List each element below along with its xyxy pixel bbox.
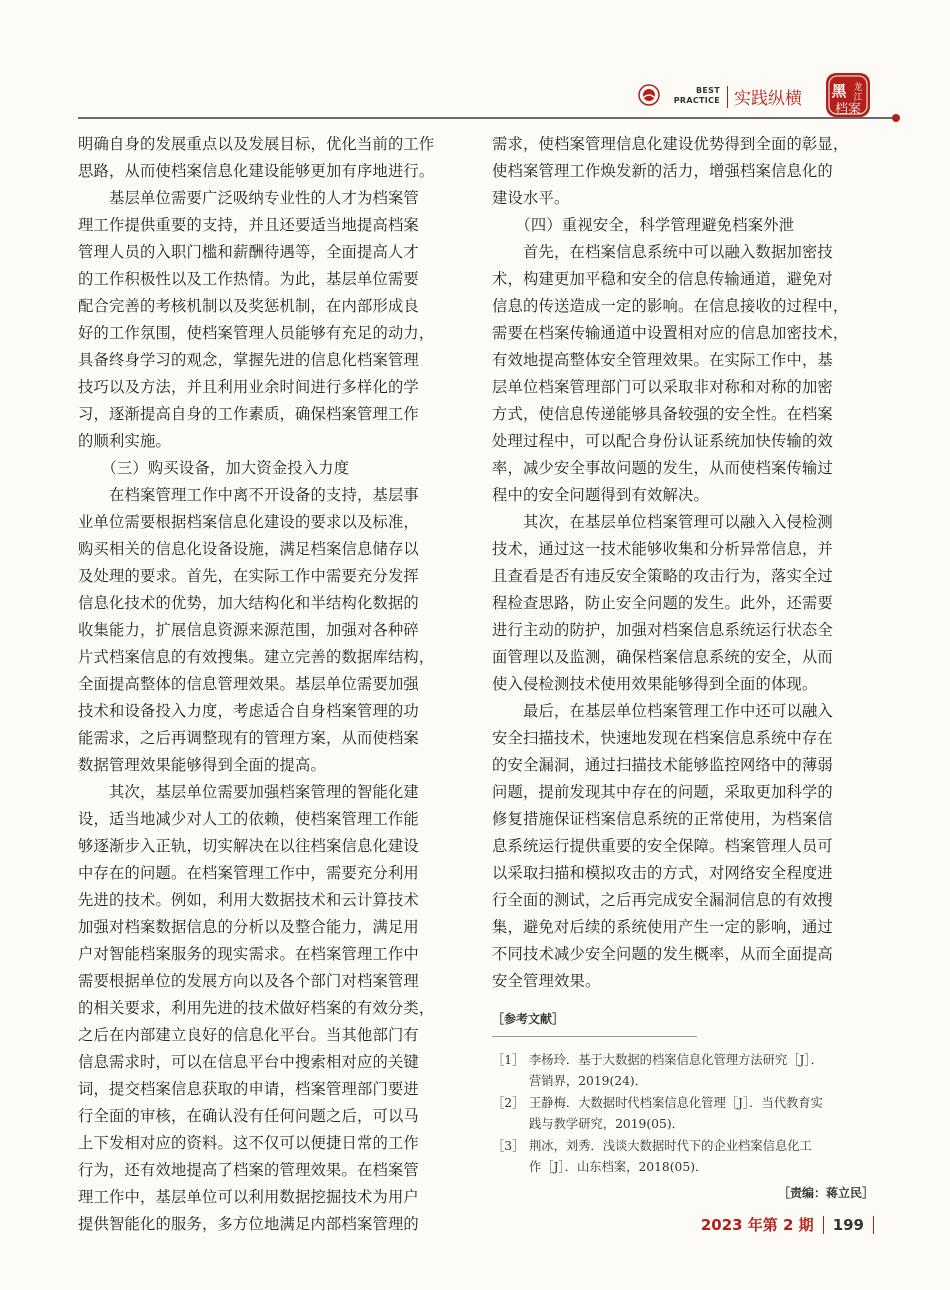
text-line: 使档案管理工作焕发新的活力，增强档案信息化的 xyxy=(492,162,833,180)
text-line: 词，提交档案信息获取的申请，档案管理部门要进 xyxy=(78,1080,419,1098)
reference-text xyxy=(529,1050,882,1091)
text-line: 信息需求时，可以在信息平台中搜索相对应的关键 xyxy=(78,1053,419,1071)
text-line: 及处理的要求。首先，在实际工作中需要充分发挥 xyxy=(78,567,419,585)
text-line: 够逐渐步入正轨，切实解决在以往档案信息化建设 xyxy=(78,837,419,855)
editor-credit: ［责编：蒋立民］ xyxy=(777,1186,874,1200)
text-line: 习，逐渐提高自身的工作素质，确保档案管理工作 xyxy=(78,405,419,423)
text-line: 安全扫描技术，快速地发现在档案信息系统中存在 xyxy=(492,729,833,747)
text-line: 技巧以及方法，并且利用业余时间进行多样化的学 xyxy=(78,378,419,396)
text-line: 层单位档案管理部门可以采取非对称和对称的加密 xyxy=(492,378,833,396)
text-line: 提供智能化的服务，多方位地满足内部档案管理的 xyxy=(78,1215,419,1233)
text-line: 购买相关的信息化设备设施，满足档案信息储存以 xyxy=(78,540,419,558)
journal-emblem-icon xyxy=(638,84,660,106)
text-line: 全面提高整体的信息管理效果。基层单位需要加强 xyxy=(78,675,419,693)
reference-number: ［2］ xyxy=(492,1096,525,1110)
footer-separator xyxy=(823,1216,824,1234)
text-line: 需要根据单位的发展方向以及各个部门对档案管理 xyxy=(78,972,419,990)
issue-label: 2023 年第 2 期 xyxy=(700,1216,814,1234)
text-line: 最后，在基层单位档案管理工作中还可以融入 xyxy=(492,702,833,720)
references-title: ［参考文献］ xyxy=(492,1012,565,1026)
text-line: 的顺利实施。 xyxy=(78,432,171,450)
text-line: 程检查思路，防止安全问题的发生。此外，还需要 xyxy=(492,594,833,612)
text-line: 息系统运行提供重要的安全保障。档案管理人员可 xyxy=(492,837,833,855)
text-line: 需求，使档案管理信息化建设优势得到全面的彰显， xyxy=(492,135,849,153)
text-line: 方式，使信息传递能够具备较强的安全性。在档案 xyxy=(492,405,833,423)
reference-line: 李杨玲．基于大数据的档案信息化管理方法研究［J］． xyxy=(529,1053,823,1067)
text-line: 管理人员的入职门槛和薪酬待遇等，全面提高人才 xyxy=(78,243,419,261)
text-line: 数据管理效果能够得到全面的提高。 xyxy=(78,756,326,774)
reference-text xyxy=(529,1136,882,1177)
page-footer xyxy=(701,1214,874,1235)
reference-number: ［3］ xyxy=(492,1139,525,1153)
text-line: 加强对档案数据信息的分析以及整合能力，满足用 xyxy=(78,918,419,936)
text-line: 不同技术减少安全问题的发生概率，从而全面提高 xyxy=(492,945,833,963)
svg-text:黑: 黑 xyxy=(831,82,847,100)
text-line: 设，适当地减少对人工的依赖，使档案管理工作能 xyxy=(78,810,419,828)
references-rule xyxy=(492,1036,697,1037)
text-line: 首先，在档案信息系统中可以融入数据加密技 xyxy=(492,243,833,261)
reference-line: 营销界，2019(24)． xyxy=(529,1073,648,1088)
header-rule xyxy=(78,117,896,119)
text-line: 具备终身学习的观念，掌握先进的信息化档案管理 xyxy=(78,351,419,369)
header-practice: PRACTICE xyxy=(673,96,720,105)
text-line: （四）重视安全，科学管理避免档案外泄 xyxy=(492,216,795,234)
header-tagline xyxy=(664,86,720,106)
text-line: 使入侵检测技术使用效果能够得到全面的体现。 xyxy=(492,675,818,693)
text-line: 好的工作氛围，使档案管理人员能够有充足的动力， xyxy=(78,324,435,342)
reference-item xyxy=(492,1093,882,1134)
text-line: 的安全漏洞，通过扫描技术能够监控网络中的薄弱 xyxy=(492,756,833,774)
column-name: 实践纵横 xyxy=(734,89,802,109)
text-line: 配合完善的考核机制以及奖惩机制，在内部形成良 xyxy=(78,297,419,315)
journal-seal-logo xyxy=(825,72,871,118)
text-line: 之后在内部建立良好的信息化平台。当其他部门有 xyxy=(78,1026,419,1044)
reference-line: 作［J］．山东档案，2018(05)． xyxy=(529,1159,708,1174)
svg-text:江: 江 xyxy=(853,93,863,103)
text-line: 上下发相对应的资料。这不仅可以便捷日常的工作 xyxy=(78,1134,419,1152)
right-column xyxy=(492,131,878,995)
svg-text:档案: 档案 xyxy=(834,102,862,117)
text-line: 处理过程中，可以配合身份认证系统加快传输的效 xyxy=(492,432,833,450)
text-line: 其次，基层单位需要加强档案管理的智能化建 xyxy=(78,783,419,801)
text-line: 面管理以及监测，确保档案信息系统的安全，从而 xyxy=(492,648,833,666)
header-best: BEST xyxy=(696,86,720,95)
text-line: 行为，还有效地提高了档案的管理效果。在档案管 xyxy=(78,1161,419,1179)
text-line: 集，避免对后续的系统使用产生一定的影响，通过 xyxy=(492,918,833,936)
text-line: 先进的技术。例如，利用大数据技术和云计算技术 xyxy=(78,891,419,909)
text-line: 在档案管理工作中离不开设备的支持，基层事 xyxy=(78,486,419,504)
text-line: 修复措施保证档案信息系统的正常使用，为档案信 xyxy=(492,810,833,828)
text-line: 的工作积极性以及工作热情。为此，基层单位需要 xyxy=(78,270,419,288)
text-line: 理工作提供重要的支持，并且还要适当地提高档案 xyxy=(78,216,419,234)
text-line: 信息的传送造成一定的影响。在信息接收的过程中， xyxy=(492,297,849,315)
reference-number: ［1］ xyxy=(492,1053,525,1067)
text-line: 建设水平。 xyxy=(492,189,570,207)
text-line: 术，构建更加平稳和安全的信息传输通道，避免对 xyxy=(492,270,833,288)
references-list xyxy=(492,1050,882,1179)
text-line: 需要在档案传输通道中设置相对应的信息加密技术， xyxy=(492,324,849,342)
text-line: 程中的安全问题得到有效解决。 xyxy=(492,486,709,504)
left-column xyxy=(78,131,464,1238)
reference-line: 践与教学研究，2019(05)． xyxy=(529,1116,684,1131)
text-line: 明确自身的发展重点以及发展目标，优化当前的工作 xyxy=(78,135,435,153)
text-line: 问题，提前发现其中存在的问题，采取更加科学的 xyxy=(492,783,833,801)
text-line: 信息化技术的优势，加大结构化和半结构化数据的 xyxy=(78,594,419,612)
text-line: 率，减少安全事故问题的发生，从而使档案传输过 xyxy=(492,459,833,477)
page-number: 199 xyxy=(832,1215,864,1234)
text-line: 能需求，之后再调整现有的管理方案，从而使档案 xyxy=(78,729,419,747)
text-line: 技术和设备投入力度，考虑适合自身档案管理的功 xyxy=(78,702,419,720)
text-line: 行全面的测试，之后再完成安全漏洞信息的有效搜 xyxy=(492,891,833,909)
text-line: 的相关要求，利用先进的技术做好档案的有效分类， xyxy=(78,999,435,1017)
text-line: 户对智能档案服务的现实需求。在档案管理工作中 xyxy=(78,945,419,963)
text-line: 思路，从而使档案信息化建设能够更加有序地进行。 xyxy=(78,162,435,180)
svg-text:龙: 龙 xyxy=(853,83,863,93)
text-line: 有效地提高整体安全管理效果。在实际工作中，基 xyxy=(492,351,833,369)
text-line: 收集能力，扩展信息资源来源范围，加强对各种碎 xyxy=(78,621,419,639)
text-line: 安全管理效果。 xyxy=(492,972,601,990)
reference-item xyxy=(492,1136,882,1177)
reference-item xyxy=(492,1050,882,1091)
text-line: 进行主动的防护，加强对档案信息系统运行状态全 xyxy=(492,621,833,639)
text-line: 技术，通过这一技术能够收集和分析异常信息，并 xyxy=(492,540,833,558)
text-line: 理工作中，基层单位可以利用数据挖掘技术为用户 xyxy=(78,1188,419,1206)
header-separator xyxy=(727,86,728,108)
text-line: （三）购买设备，加大资金投入力度 xyxy=(78,459,350,477)
text-line: 中存在的问题。在档案管理工作中，需要充分利用 xyxy=(78,864,419,882)
reference-text xyxy=(529,1093,882,1134)
reference-line: 王静梅．大数据时代档案信息化管理［J］．当代教育实 xyxy=(529,1096,823,1110)
text-line: 以采取扫描和模拟攻击的方式，对网络安全程度进 xyxy=(492,864,833,882)
text-line: 片式档案信息的有效搜集。建立完善的数据库结构， xyxy=(78,648,435,666)
text-line: 基层单位需要广泛吸纳专业性的人才为档案管 xyxy=(78,189,419,207)
footer-separator xyxy=(873,1216,874,1234)
text-line: 行全面的审核，在确认没有任何问题之后，可以马 xyxy=(78,1107,419,1125)
text-line: 业单位需要根据档案信息化建设的要求以及标准， xyxy=(78,513,419,531)
text-line: 且查看是否有违反安全策略的攻击行为，落实全过 xyxy=(492,567,833,585)
reference-line: 荆冰，刘秀．浅谈大数据时代下的企业档案信息化工 xyxy=(529,1139,812,1153)
text-line: 其次，在基层单位档案管理可以融入入侵检测 xyxy=(492,513,833,531)
